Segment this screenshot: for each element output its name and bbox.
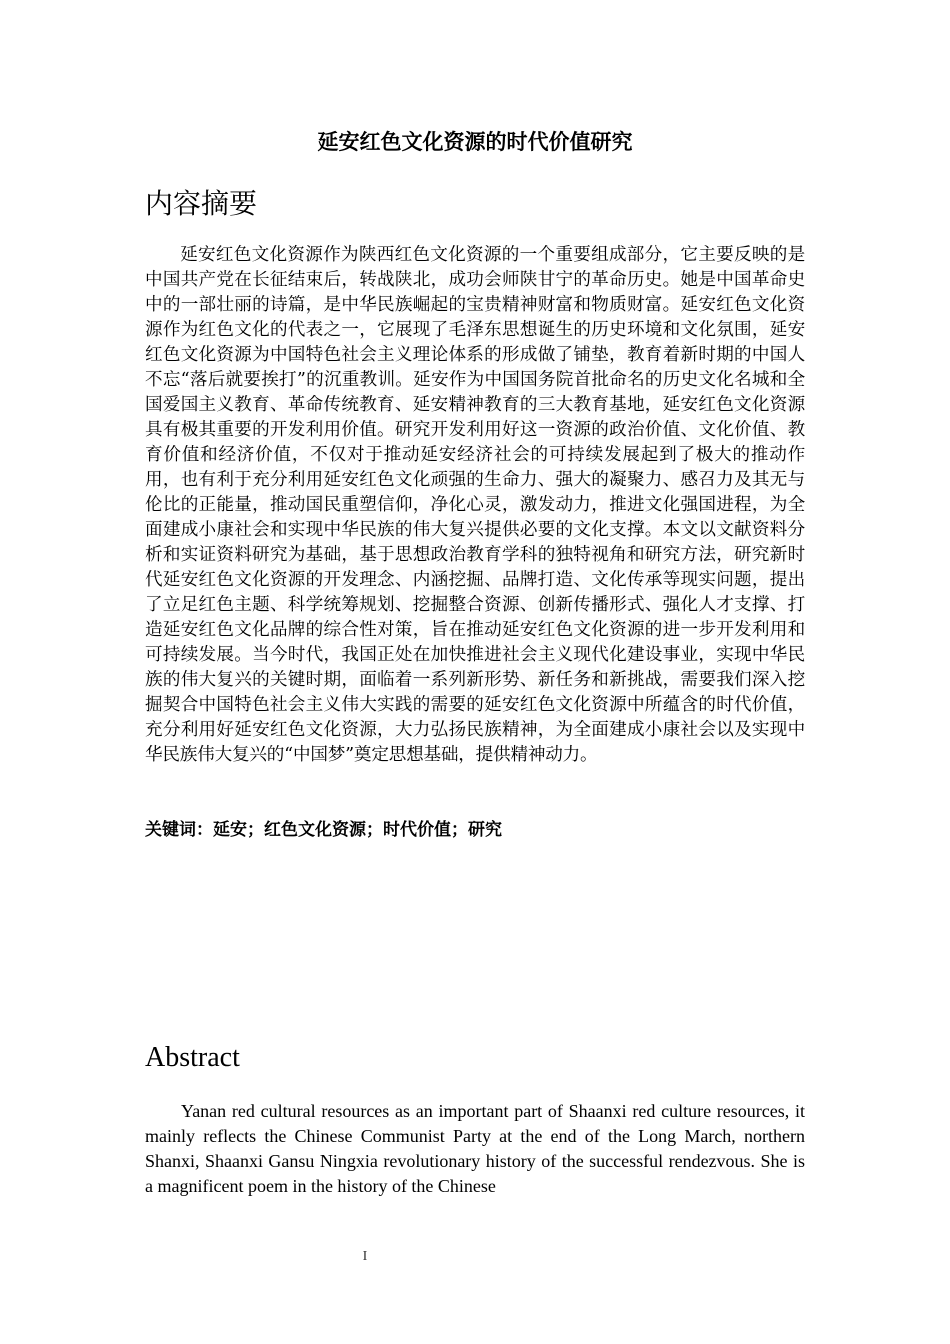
page-number: I	[362, 1249, 368, 1264]
keywords-line: 关键词：延安；红色文化资源；时代价值；研究	[145, 820, 502, 840]
abstract-cn-heading: 内容摘要	[145, 187, 258, 220]
abstract-en-body: Yanan red cultural resources as an important part of Shaanxi red culture resources, it mainly reflects the Chinese Communist Party at the end of the Long March, northern Shanxi, Shaanxi Gansu Ningxia revolutionary history of the successful rendezvous. She is a magnificent poem in the history of the Chinese	[145, 1101, 805, 1196]
document-title: 延安红色文化资源的时代价值研究	[317, 130, 633, 154]
abstract-en-heading: Abstract	[145, 1042, 240, 1073]
abstract-cn-body: 延安红色文化资源作为陕西红色文化资源的一个重要组成部分，它主要反映的是中国共产党在长征结束后，转战陕北，成功会师陕甘宁的革命历史。她是中国革命史中的一部壮丽的诗篇，是中华民族崛起的宝贵精神财富和物质财富。延安红色文化资源作为红色文化的代表之一，它展现了毛泽东思想诞生的历史环境和文化氛围，延安红色文化资源为中国特色社会主义理论体系的形成做了铺垫，教育着新时期的中国人不忘“落后就要挨打”的沉重教训。延安作为中国国务院首批命名的历史文化名城和全国爱国主义教育、革命传统教育、延安精神教育的三大教育基地，延安红色文化资源具有极其重要的开发利用价值。研究开发利用好这一资源的政治价值、文化价值、教育价值和经济价值，不仅对于推动延安经济社会的可持续发展起到了极大的推动作用，也有利于充分利用延安红色文化顽强的生命力、强大的凝聚力、感召力及其无与伦比的正能量，推动国民重塑信仰，净化心灵，激发动力，推进文化强国进程，为全面建成小康社会和实现中华民族的伟大复兴提供必要的文化支撑。本文以文献资料分析和实证资料研究为基础，基于思想政治教育学科的独特视角和研究方法，研究新时代延安红色文化资源的开发理念、内涵挖掘、品牌打造、文化传承等现实问题，提出了立足红色主题、科学统筹规划、挖掘整合资源、创新传播形式、强化人才支撑、打造延安红色文化品牌的综合性对策，旨在推动延安红色文化资源的进一步开发利用和可持续发展。当今时代，我国正处在加快推进社会主义现代化建设事业，实现中华民族的伟大复兴的关键时期，面临着一系列新形势、新任务和新挑战，需要我们深入挖掘契合中国特色社会主义伟大实践的需要的延安红色文化资源中所蕴含的时代价值，充分利用好延安红色文化资源，大力弘扬民族精神，为全面建成小康社会以及实现中华民族伟大复兴的“中国梦”奠定思想基础，提供精神动力。	[145, 245, 805, 765]
